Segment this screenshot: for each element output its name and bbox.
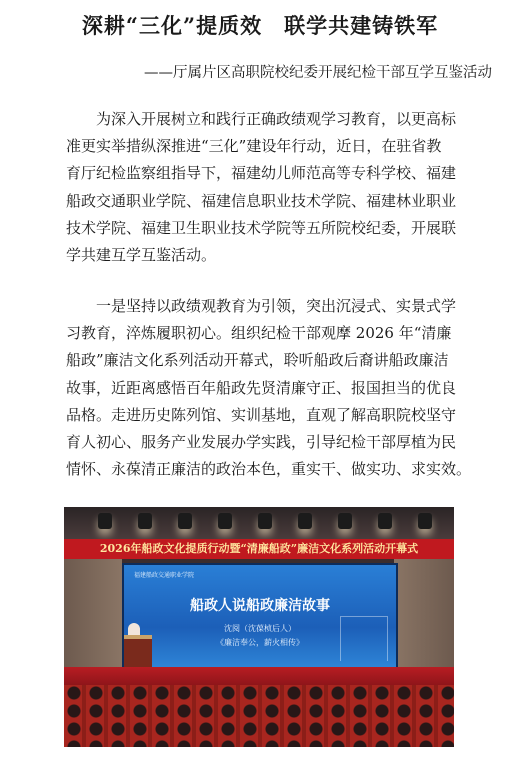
stage-light-icon xyxy=(138,513,152,529)
paragraph-line: 一是坚持以政绩观教育为引领，突出沉浸式、实景式学 xyxy=(96,297,457,315)
stage-light-icon xyxy=(98,513,112,529)
paragraph-line: 育人初心、服务产业发展办学实践，引导纪检干部厚植为民 xyxy=(66,433,457,452)
ceiling xyxy=(64,507,454,539)
stage-light-icon xyxy=(378,513,392,529)
projection-screen xyxy=(122,563,398,671)
audience xyxy=(64,683,454,747)
paragraph-line: 技术学院、福建卫生职业技术学院等五所院校纪委，开展联 xyxy=(66,218,457,237)
stage-light-icon xyxy=(258,513,272,529)
paragraph-line: 为深入开展树立和践行正确政绩观学习教育，以更高标 xyxy=(96,110,457,128)
screen-logo: 福建船政交通职业学院 xyxy=(134,572,195,579)
paragraph-line: 学共建互学互鉴活动。 xyxy=(66,246,217,265)
stage-light-icon xyxy=(178,513,192,529)
article-title: 深耕“三化”提质效 联学共建铸铁军 xyxy=(81,13,439,38)
screen-speaker: 沈阅（沈葆桢后人） xyxy=(224,624,296,633)
paragraph-line: 船政”廉洁文化系列活动开幕式，聆听船政后裔讲船政廉洁 xyxy=(66,351,449,370)
paragraph-line: 习教育，淬炼履职初心。组织纪检干部观摩 2026 年“清廉 xyxy=(66,324,452,343)
wall-left xyxy=(64,559,122,679)
event-photo xyxy=(64,507,454,747)
paragraph-line: 育厅纪检监察组指导下，福建幼儿师范高等专科学校、福建 xyxy=(66,164,457,183)
paragraph-line: 船政交通职业学院、福建信息职业技术学院、福建林业职业 xyxy=(66,191,457,210)
building-outline-icon xyxy=(340,616,388,661)
paragraph-line: 品格。走进历史陈列馆、实训基地，直观了解高职院校坚守 xyxy=(66,405,457,424)
paragraph-line: 准更实举措纵深推进“三化”建设年行动，近日，在驻省教 xyxy=(66,137,442,156)
stage-light-icon xyxy=(418,513,432,529)
screen-title: 船政人说船政廉洁故事 xyxy=(190,598,330,614)
stage-light-icon xyxy=(298,513,312,529)
event-banner: 2026年船政文化提质行动暨“清廉船政”廉洁文化系列活动开幕式 xyxy=(64,539,454,559)
stage-light-icon xyxy=(338,513,352,529)
paragraph-point-one xyxy=(66,293,486,513)
wall-right xyxy=(394,559,454,679)
paragraph-line: 故事，近距离感悟百年船政先贤清廉守正、报国担当的优良 xyxy=(66,378,457,397)
screen-topic: 《廉洁奉公，薪火相传》 xyxy=(216,638,304,647)
article-subtitle: ——厅属片区高职院校纪委开展纪检干部互学互鉴活动 xyxy=(144,65,492,81)
paragraph-line: 情怀、永葆清正廉洁的政治本色，重实干、做实功、求实效。 xyxy=(66,460,472,479)
paragraph-intro xyxy=(66,106,486,296)
stage-light-icon xyxy=(218,513,232,529)
